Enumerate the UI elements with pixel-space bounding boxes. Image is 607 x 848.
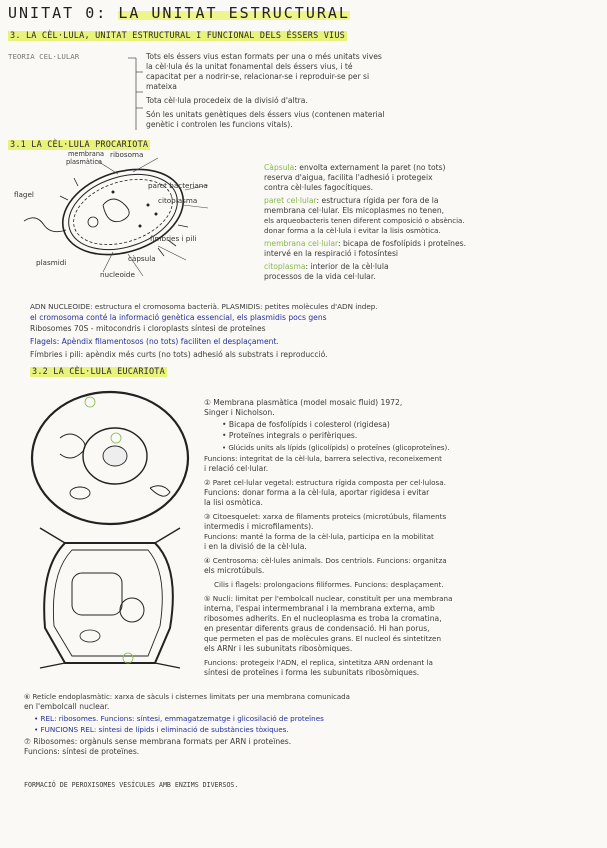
label-citoplasma: citoplasma — [158, 196, 198, 205]
euk-line: i relació cel·lular. — [204, 464, 269, 473]
teoria-line: mateixa — [146, 82, 177, 91]
pro-desc-line: els arqueobacteris tenen diferent composició o absència. — [264, 217, 465, 225]
euk-line: Cilis i flagels: prolongacions filiformes. Funcions: desplaçament. — [214, 580, 444, 589]
euk-line: Funcions: protegeix l'ADN, el replica, sintetitza ARN ordenant la — [204, 658, 433, 667]
ret-line: en l'embolcall nuclear. — [24, 702, 110, 711]
ret-line: ⑥ Reticle endoplasmàtic: xarxa de sàculs i cisternes limitats per una membrana comunicada — [24, 693, 350, 701]
pro-desc-line: paret cel·lular: estructura rígida per fora de la — [264, 196, 439, 205]
prokaryote-diagram — [8, 150, 268, 310]
title-prefix: UNITAT 0: — [8, 4, 119, 22]
label-membrana: membrana — [68, 150, 105, 158]
pro-more-line: Flagels: Apèndix filamentosos (no tots) faciliten el desplaçament. — [30, 337, 279, 346]
footer-note: FORMACIÓ DE PEROXISOMES VESÍCULES AMB ENZIMS DIVERSOS. — [24, 781, 239, 789]
pro-more-line: Ribosomes 70S - mitocondris i cloroplasts síntesi de proteïnes — [30, 324, 266, 333]
eukaryote-diagram — [20, 378, 200, 678]
pro-more-line: ADN NUCLEOIDE: estructura el cromosoma bacterià. PLASMIDIS: petites molècules d'ADN indep. — [30, 302, 378, 311]
teoria-bracket — [126, 52, 146, 142]
label-capsula: càpsula — [128, 254, 156, 263]
euk-line: Funcions: manté la forma de la cèl·lula, participa en la mobilitat — [204, 532, 434, 541]
label-plasmidi: plasmidi — [36, 258, 67, 267]
euk-line: ribosomes adherits. En el nucleoplasma es troba la cromatina, — [204, 614, 442, 623]
euk-line: els ARNr i les subunitats ribosòmiques. — [204, 644, 353, 653]
heading-3: 3. LA CÈL·LULA, UNITAT ESTRUCTURAL I FUNCIONAL DELS ÉSSERS VIUS — [10, 31, 345, 41]
page-title — [8, 4, 350, 22]
label-fimbries: fímbries i pili — [150, 234, 197, 243]
label-nucleoide: nucleoide — [100, 270, 135, 279]
teoria-line: Tota cèl·lula procedeix de la divisió d'altra. — [146, 96, 308, 105]
ret-line: • REL: ribosomes. Funcions: síntesi, emmagatzematge i glicosilació de proteïnes — [34, 714, 324, 723]
euk-line: Funcions: integritat de la cèl·lula, barrera selectiva, reconeixement — [204, 454, 442, 463]
euk-line: i en la divisió de la cèl·lula. — [204, 542, 307, 551]
label-ribosoma: ribosoma — [110, 150, 144, 159]
teoria-line: la cèl·lula és la unitat fonamental dels éssers vius, i té — [146, 62, 353, 71]
pro-desc-line: Càpsula: envolta externament la paret (no tots) — [264, 163, 446, 172]
euk-line: la lisi osmòtica. — [204, 498, 263, 507]
pro-desc-line: donar forma a la cèl·lula i evitar la lisis osmòtica. — [264, 226, 441, 235]
label-plasmatica: plasmàtica — [66, 158, 103, 166]
pro-desc-line: membrana cel·lular: bicapa de fosfolípids i proteïnes. — [264, 239, 467, 248]
pro-more-line: Fímbries i pili: apèndix més curts (no tots) adhesió als substrats i reproducció. — [30, 350, 328, 359]
pro-desc-line: reserva d'aigua, facilita l'adhesió i protegeix — [264, 173, 433, 182]
pro-desc-line: membrana cel·lular. Els micoplasmes no tenen, — [264, 206, 445, 215]
euk-line: interna, l'espai intermembranal i la membrana externa, amb — [204, 604, 435, 613]
teoria-label: TEORIA CEL·LULAR — [8, 52, 80, 61]
euk-line: • Glúcids units als lípids (glicolípids) o proteïnes (glicoproteïnes). — [222, 444, 450, 452]
euk-line: síntesi de proteïnes i forma les subunitats ribosòmiques. — [204, 668, 420, 677]
euk-line: ⑤ Nucli: limitat per l'embolcall nuclear, constituït per una membrana — [204, 594, 453, 603]
heading-3-2: 3.2 LA CÈL·LULA EUCARIOTA — [32, 367, 165, 377]
euk-line: Singer i Nicholson. — [204, 408, 275, 417]
euk-line: • Proteïnes integrals o perifèriques. — [222, 431, 358, 440]
pro-desc-line: processos de la vida cel·lular. — [264, 272, 376, 281]
heading-3-1: 3.1 LA CÈL·LULA PROCARIOTA — [10, 140, 149, 150]
euk-line: els microtúbuls. — [204, 566, 265, 575]
euk-line: ① Membrana plasmàtica (model mosaic fluid) 1972, — [204, 398, 403, 407]
teoria-line: Tots els éssers vius estan formats per una o més unitats vives — [146, 52, 382, 61]
euk-line: ④ Centrosoma: cèl·lules animals. Dos centriols. Funcions: organitza — [204, 556, 447, 565]
pro-desc-line: citoplasma: interior de la cèl·lula — [264, 262, 389, 271]
pro-desc-line: intervé en la respiració i fotosíntesi — [264, 249, 399, 258]
pro-desc-line: contra cèl·lules fagocítiques. — [264, 183, 374, 192]
euk-line: intermedis i microfilaments). — [204, 522, 314, 531]
euk-line: • Bicapa de fosfolípids i colesterol (rigidesa) — [222, 420, 390, 429]
label-flagel: flagel — [14, 190, 34, 199]
pro-more-line: el cromosoma conté la informació genètica essencial, els plasmidis pocs gens — [30, 313, 327, 322]
ret-line: ⑦ Ribosomes: orgànuls sense membrana formats per ARN i proteïnes. — [24, 737, 292, 746]
ret-line: Funcions: síntesi de proteïnes. — [24, 747, 140, 756]
teoria-line: Són les unitats genètiques dels éssers vius (contenen material — [146, 110, 385, 119]
ret-line: • FUNCIONS REL: síntesi de lípids i eliminació de substàncies tòxiques. — [34, 725, 289, 734]
label-paret: paret bacteriana — [148, 181, 208, 190]
teoria-line: genètic i controlen les funcions vitals). — [146, 120, 293, 129]
euk-line: Funcions: donar forma a la cèl·lula, aportar rigidesa i evitar — [204, 488, 430, 497]
euk-line: ② Paret cel·lular vegetal: estructura rígida composta per cel·lulosa. — [204, 478, 446, 487]
teoria-line: capacitat per a nodrir-se, relacionar-se i reproduir-se per si — [146, 72, 370, 81]
euk-line: que permeten el pas de molècules grans. El nucleol és sintetitzen — [204, 634, 442, 643]
euk-line: ③ Citoesquelet: xarxa de filaments proteics (microtúbuls, filaments — [204, 512, 447, 521]
title-highlight: LA UNITAT ESTRUCTURAL — [118, 4, 350, 22]
euk-line: en presentar diferents graus de condensació. Hi han porus, — [204, 624, 430, 633]
